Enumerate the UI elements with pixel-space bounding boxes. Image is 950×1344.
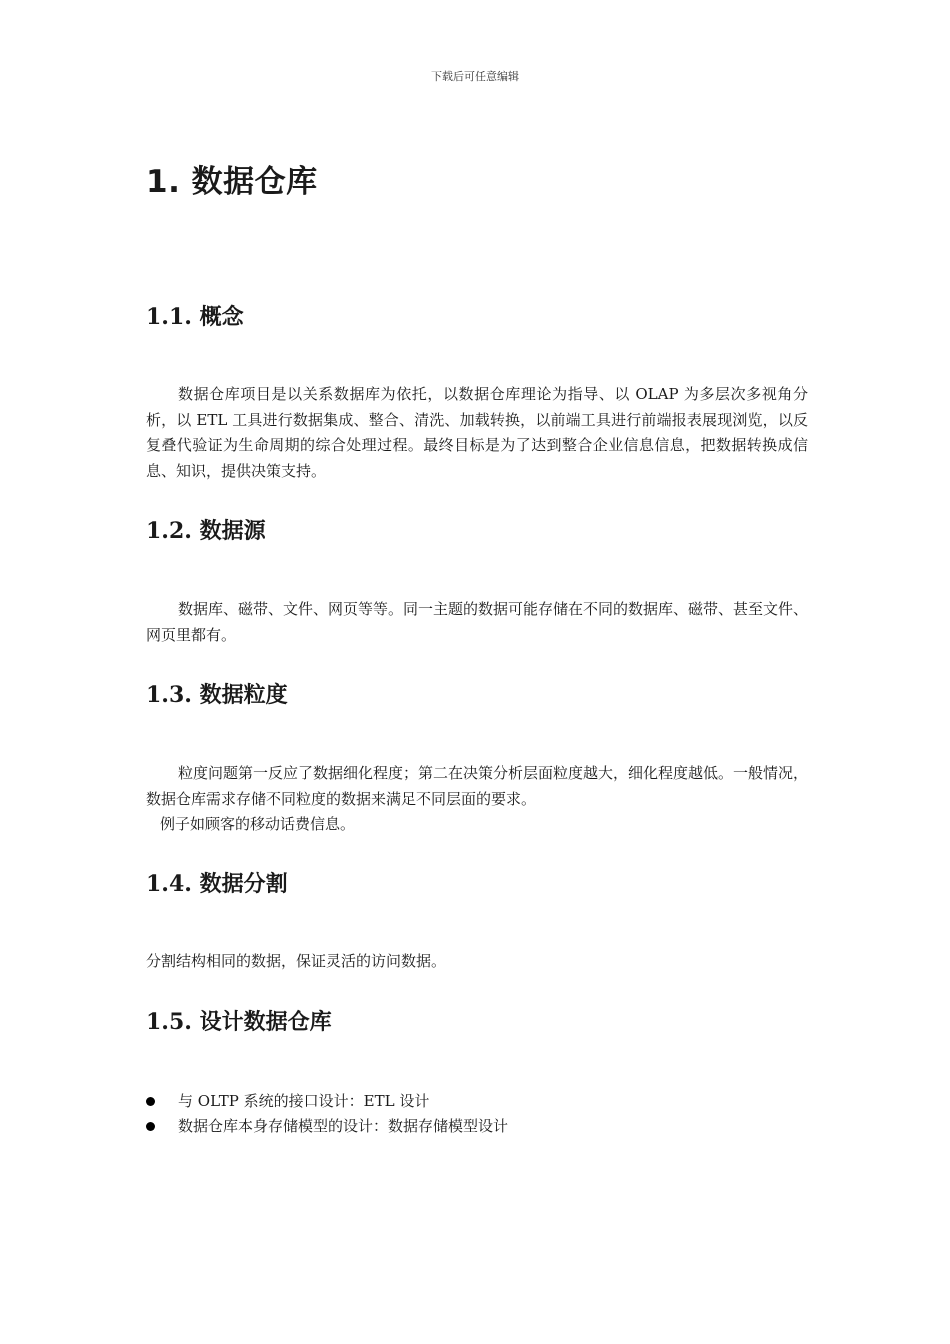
list-item [146,1089,508,1114]
document-title: 1. 数据仓库 [146,164,318,200]
section-paragraph-data-source: 数据库、磁带、文件、网页等等。同一主题的数据可能存储在不同的数据库、磁带、甚至文件、网页里都有。 [146,600,809,644]
bullet-dot-icon [146,1097,155,1106]
list-item-text: 数据仓库本身存储模型的设计：数据存储模型设计 [178,1117,509,1135]
design-bullet-list [146,1089,508,1139]
section-heading-design: 1.5. 设计数据仓库 [146,1009,332,1035]
section-heading-concept: 1.1. 概念 [146,304,244,330]
list-item-text: 与 OLTP 系统的接口设计：ETL 设计 [178,1092,430,1110]
section-example-granularity: 例子如顾客的移动话费信息。 [160,815,356,833]
section-paragraph-concept: 数据仓库项目是以关系数据库为依托，以数据仓库理论为指导、以 OLAP 为多层次多视角分析，以 ETL 工具进行数据集成、整合、清洗、加载转换，以前端工具进行前端报表展现浏览，以反复叠代验证为生命周期的综合处理过程。最终目标是为了达到整合企业信息信息，把数据转换成信息、知识，提供决策支持。 [146,385,808,480]
section-paragraph-granularity: 粒度问题第一反应了数据细化程度；第二在决策分析层面粒度越大，细化程度越低。一般情况，数据仓库需求存储不同粒度的数据来满足不同层面的要求。 [146,764,809,808]
bullet-dot-icon [146,1122,155,1131]
section-heading-granularity: 1.3. 数据粒度 [146,682,288,708]
list-item [146,1114,508,1139]
page-header-note: 下载后可任意编辑 [431,70,519,83]
section-paragraph-partition: 分割结构相同的数据，保证灵活的访问数据。 [146,952,447,970]
section-heading-partition: 1.4. 数据分割 [146,871,288,897]
section-heading-data-source: 1.2. 数据源 [146,518,266,544]
